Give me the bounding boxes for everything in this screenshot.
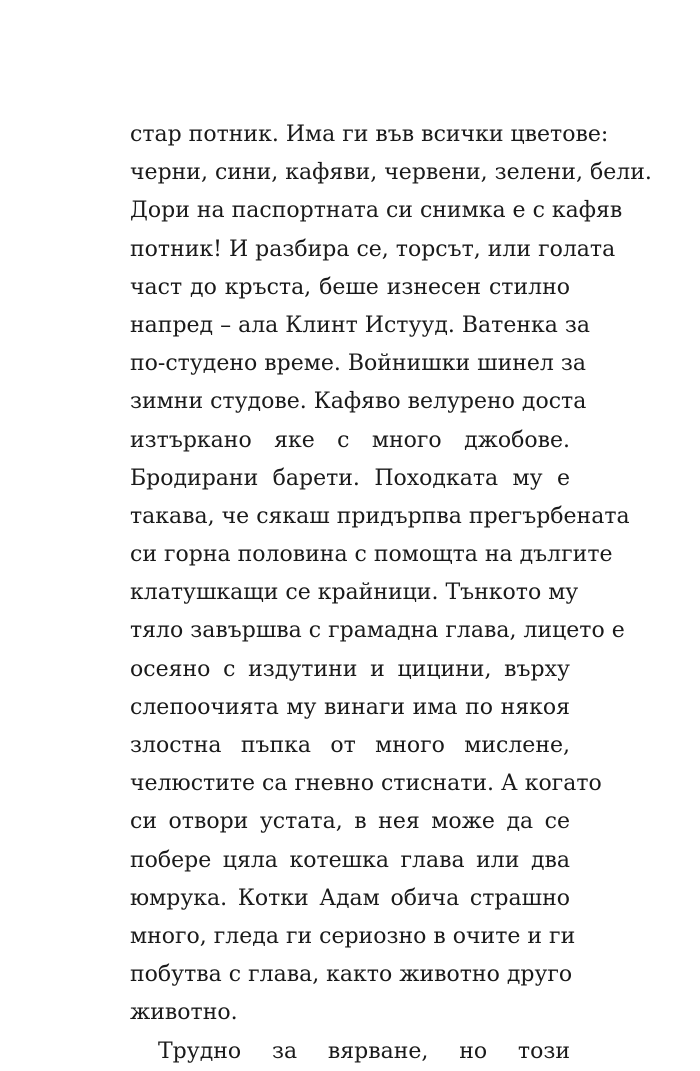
text-line: побере цяла котешка глава или два <box>130 847 570 873</box>
text-line: потник! И разбира се, торсът, или голата <box>130 236 616 262</box>
text-line: черни, сини, кафяви, червени, зелени, бели. <box>130 160 652 186</box>
text-line: изтъркано яке с много джобове. <box>130 427 570 453</box>
text-line: зимни студове. Кафяво велурено доста <box>130 389 587 415</box>
paragraph-start-line: Трудно за вярване, но този <box>158 1038 570 1064</box>
body-text <box>130 116 652 1071</box>
text-line: слепоочията му винаги има по някоя <box>130 694 570 720</box>
text-line: по-студено време. Войнишки шинел за <box>130 351 586 377</box>
text-line: много, гледа ги сериозно в очите и ги <box>130 923 576 949</box>
text-line: побутва с глава, както животно друго <box>130 962 573 988</box>
text-line: Дори на паспортната си снимка е с кафяв <box>130 198 623 224</box>
text-line: си отвори устата, в нея може да се <box>130 809 570 835</box>
text-line: напред – ала Клинт Истууд. Ватенка за <box>130 312 590 338</box>
text-line: клатушкащи се крайници. Тънкото му <box>130 580 579 606</box>
paragraph-end-line: животно. <box>130 1000 238 1026</box>
text-line: челюстите са гневно стиснати. А когато <box>130 771 602 797</box>
text-line: юмрука. Котки Адам обича страшно <box>130 885 570 911</box>
text-line: стар потник. Има ги във всички цветове: <box>130 122 609 147</box>
text-line: си горна половина с помощта на дългите <box>130 542 613 568</box>
text-line: Бродирани барети. Походката му е <box>130 465 570 491</box>
text-line: осеяно с издутини и цицини, върху <box>130 656 570 682</box>
text-line: такава, че сякаш придърпва прегърбената <box>130 503 630 529</box>
text-line: част до кръста, беше изнесен стилно <box>130 274 570 300</box>
text-line: тяло завършва с грамадна глава, лицето е <box>130 618 625 644</box>
text-line: злостна пъпка от много мислене, <box>130 733 570 758</box>
